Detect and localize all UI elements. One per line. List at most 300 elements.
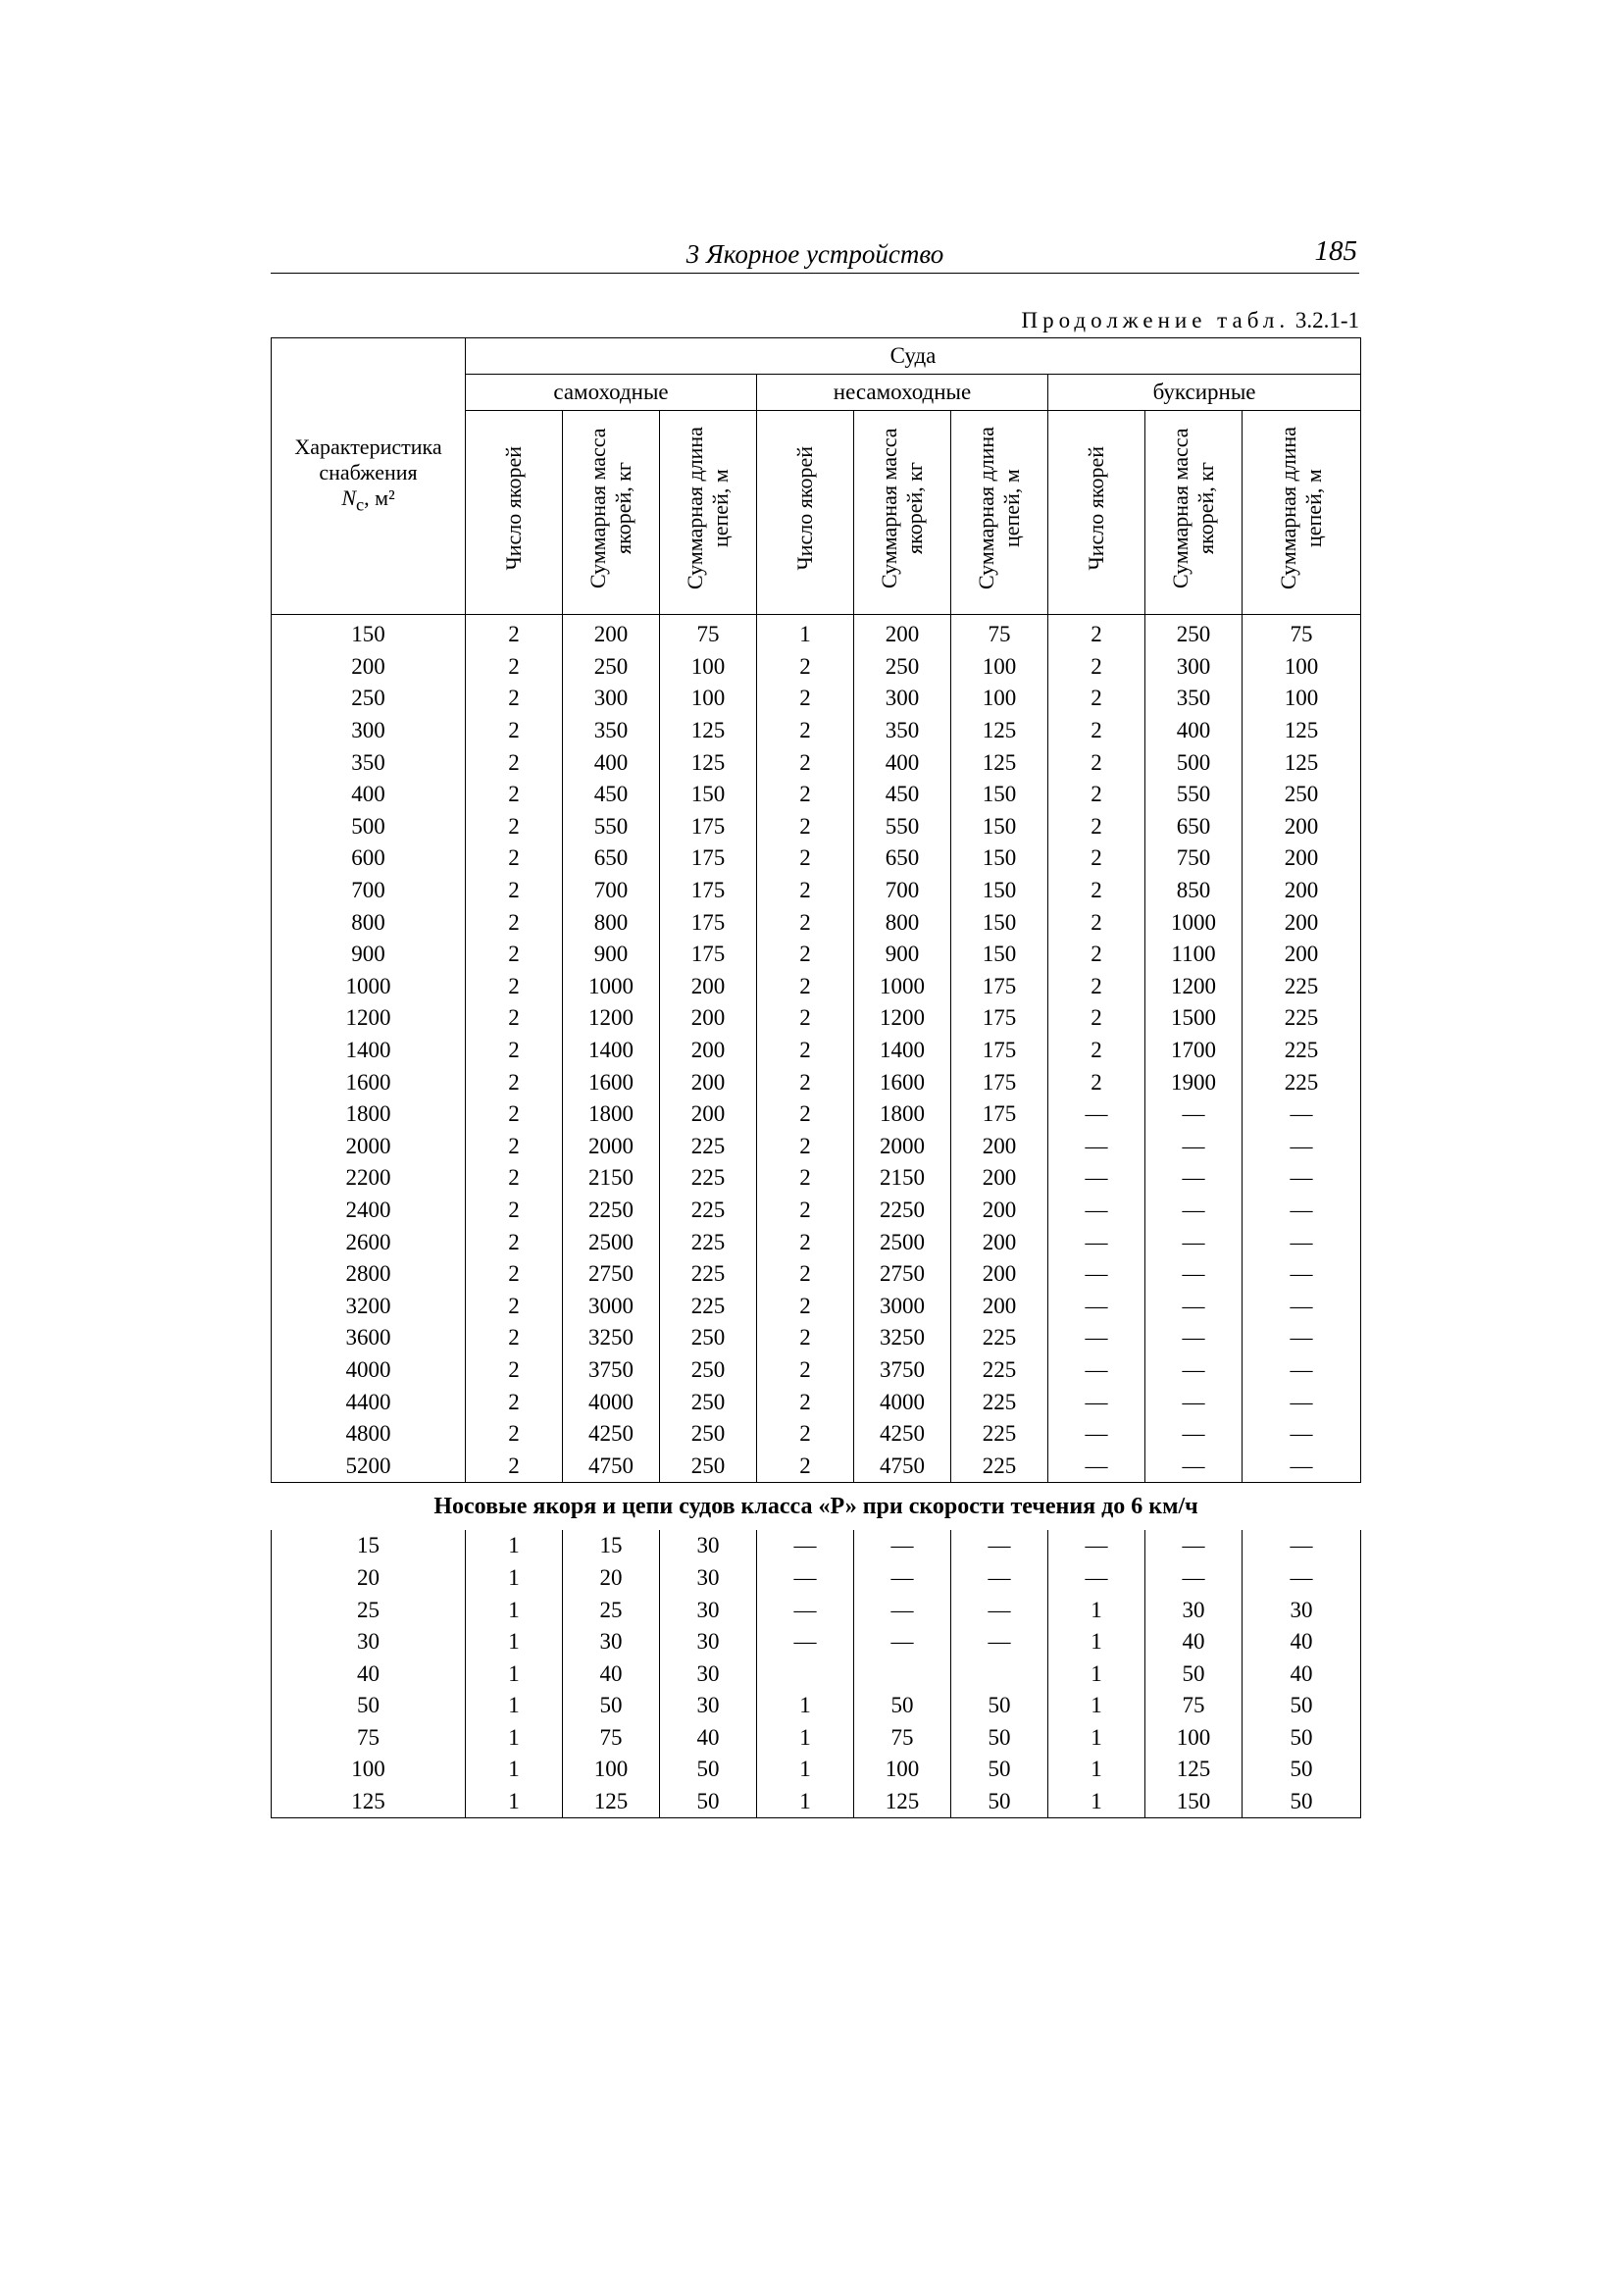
table-cell: 2: [466, 1226, 563, 1258]
table-cell: 250: [660, 1450, 757, 1482]
table-cell: 200: [1243, 906, 1361, 939]
table-cell: 2: [757, 1386, 854, 1418]
table-cell: 900: [563, 939, 660, 971]
row-supply-value: 4800: [272, 1418, 466, 1451]
table-cell: 2: [466, 875, 563, 907]
table-cell: 175: [660, 906, 757, 939]
table-cell: 2: [757, 746, 854, 779]
table-cell: 200: [951, 1226, 1048, 1258]
table-cell: 350: [854, 715, 951, 747]
table-cell: 2: [466, 1098, 563, 1131]
table-row: [272, 1722, 1361, 1755]
table-cell: 1700: [1145, 1035, 1243, 1067]
table-cell: 2: [466, 1290, 563, 1322]
table-row: [272, 651, 1361, 684]
table-cell: —: [1145, 1131, 1243, 1163]
table-cell: 125: [854, 1786, 951, 1818]
table-cell: 40: [1243, 1658, 1361, 1690]
header-anchor-count: Число якорей: [757, 411, 854, 615]
row-supply-value: 50: [272, 1690, 466, 1722]
table-cell: 2: [1048, 651, 1145, 684]
table-cell: —: [854, 1626, 951, 1658]
table-cell: 50: [951, 1690, 1048, 1722]
table-cell: 2: [1048, 906, 1145, 939]
table-cell: 125: [660, 715, 757, 747]
table-cell: 1: [466, 1562, 563, 1595]
table-cell: 4250: [854, 1418, 951, 1451]
table-cell: 2: [466, 1035, 563, 1067]
table-cell: —: [1048, 1418, 1145, 1451]
table-cell: 40: [563, 1658, 660, 1690]
table-cell: —: [951, 1530, 1048, 1562]
table-cell: 4250: [563, 1418, 660, 1451]
table-cell: 100: [660, 651, 757, 684]
table-cell: 200: [660, 971, 757, 1003]
table-cell: 2: [1048, 939, 1145, 971]
table-cell: 3750: [563, 1354, 660, 1387]
row-supply-value: 900: [272, 939, 466, 971]
continuation-label: Продолжение табл.: [1021, 308, 1291, 332]
table-cell: 2500: [854, 1226, 951, 1258]
table-cell: 2: [466, 1418, 563, 1451]
table-cell: 2: [757, 842, 854, 875]
table-row: [272, 875, 1361, 907]
table-cell: 4750: [563, 1450, 660, 1482]
table-cell: 350: [563, 715, 660, 747]
table-cell: —: [1145, 1290, 1243, 1322]
table-row: [272, 1258, 1361, 1291]
table-cell: 1: [1048, 1594, 1145, 1626]
row-supply-value: 200: [272, 651, 466, 684]
table-cell: 2: [466, 1258, 563, 1291]
table-cell: 250: [660, 1418, 757, 1451]
table-cell: —: [951, 1594, 1048, 1626]
section-heading-row: [272, 1483, 1361, 1531]
table-cell: 2: [466, 683, 563, 715]
table-cell: —: [1243, 1562, 1361, 1595]
anchor-equipment-table: [271, 337, 1361, 1818]
table-cell: [854, 1658, 951, 1690]
table-cell: 100: [951, 683, 1048, 715]
table-cell: 3250: [563, 1322, 660, 1354]
table-continuation-caption: [1021, 308, 1359, 333]
header-chain-length: Суммарная длина цепей, м: [1243, 411, 1361, 615]
table-cell: —: [1048, 1195, 1145, 1227]
table-cell: —: [854, 1594, 951, 1626]
table-cell: 2: [757, 1195, 854, 1227]
table-cell: 2: [466, 779, 563, 811]
table-cell: 2: [466, 1450, 563, 1482]
table-cell: —: [854, 1562, 951, 1595]
table-row: [272, 842, 1361, 875]
table-cell: 50: [854, 1690, 951, 1722]
row-supply-value: 40: [272, 1658, 466, 1690]
table-cell: [757, 1658, 854, 1690]
table-cell: 700: [563, 875, 660, 907]
table-cell: 2: [757, 1002, 854, 1035]
table-cell: 175: [951, 971, 1048, 1003]
table-cell: 2: [757, 1258, 854, 1291]
header-chain-length: Суммарная длина цепей, м: [660, 411, 757, 615]
table-cell: —: [1243, 1386, 1361, 1418]
table-cell: 175: [660, 875, 757, 907]
table-cell: 200: [660, 1066, 757, 1098]
table-cell: 75: [1145, 1690, 1243, 1722]
table-cell: 1: [757, 1754, 854, 1786]
header-anchor-mass: Суммарная масса якорей, кг: [1145, 411, 1243, 615]
table-row: [272, 939, 1361, 971]
table-cell: 550: [1145, 779, 1243, 811]
table-cell: 1000: [854, 971, 951, 1003]
header-anchor-mass: Суммарная масса якорей, кг: [563, 411, 660, 615]
table-cell: 150: [660, 779, 757, 811]
header-anchor-count: Число якорей: [1048, 411, 1145, 615]
table-cell: 500: [1145, 746, 1243, 779]
table-cell: 550: [563, 811, 660, 843]
table-cell: 2: [466, 1195, 563, 1227]
table-cell: 225: [951, 1386, 1048, 1418]
table-cell: —: [1145, 1162, 1243, 1195]
table-cell: —: [1243, 1290, 1361, 1322]
table-cell: 2: [757, 1418, 854, 1451]
table-row: [272, 971, 1361, 1003]
table-cell: 75: [1243, 615, 1361, 651]
table-cell: 200: [660, 1002, 757, 1035]
row-supply-value: 300: [272, 715, 466, 747]
table-body-main: [272, 615, 1361, 1483]
table-row: [272, 746, 1361, 779]
table-cell: 225: [951, 1418, 1048, 1451]
table-row: [272, 1290, 1361, 1322]
table-cell: —: [1145, 1098, 1243, 1131]
table-cell: 1200: [1145, 971, 1243, 1003]
table-cell: —: [1048, 1162, 1145, 1195]
row-supply-value: 15: [272, 1530, 466, 1562]
row-supply-value: 1400: [272, 1035, 466, 1067]
table-cell: —: [1145, 1354, 1243, 1387]
table-cell: —: [1145, 1258, 1243, 1291]
table-cell: 850: [1145, 875, 1243, 907]
table-cell: 2: [757, 811, 854, 843]
table-cell: 2: [1048, 811, 1145, 843]
table-cell: 250: [1243, 779, 1361, 811]
table-cell: 225: [951, 1354, 1048, 1387]
table-cell: 50: [1243, 1690, 1361, 1722]
table-cell: 2: [757, 1354, 854, 1387]
table-cell: 175: [951, 1066, 1048, 1098]
table-cell: 125: [1243, 746, 1361, 779]
table-cell: 175: [660, 842, 757, 875]
table-cell: 250: [1145, 615, 1243, 651]
table-cell: —: [1048, 1322, 1145, 1354]
table-cell: —: [1145, 1226, 1243, 1258]
table-cell: 100: [854, 1754, 951, 1786]
table-cell: 100: [951, 651, 1048, 684]
row-supply-value: 3200: [272, 1290, 466, 1322]
table-row: [272, 1450, 1361, 1482]
table-cell: 225: [951, 1322, 1048, 1354]
table-cell: —: [1243, 1450, 1361, 1482]
row-supply-value: 3600: [272, 1322, 466, 1354]
table-cell: 2: [757, 1226, 854, 1258]
table-cell: 1800: [854, 1098, 951, 1131]
chapter-title: 3 Якорное устройство: [685, 239, 944, 269]
table-cell: 650: [1145, 811, 1243, 843]
table-cell: 150: [951, 906, 1048, 939]
row-supply-value: 400: [272, 779, 466, 811]
table-cell: 300: [1145, 651, 1243, 684]
table-row: [272, 906, 1361, 939]
table-cell: 200: [951, 1258, 1048, 1291]
table-cell: 250: [660, 1354, 757, 1387]
table-cell: 2: [757, 715, 854, 747]
table-number: 3.2.1-1: [1294, 308, 1359, 332]
table-cell: —: [951, 1562, 1048, 1595]
header-supply-label: Характеристика снабжения: [294, 434, 442, 485]
table-cell: 1: [1048, 1722, 1145, 1755]
table-cell: 2: [1048, 683, 1145, 715]
table-cell: 100: [660, 683, 757, 715]
table-cell: —: [1243, 1226, 1361, 1258]
table-cell: 2000: [854, 1131, 951, 1163]
table-row: [272, 1418, 1361, 1451]
table-cell: 1: [466, 1754, 563, 1786]
table-row: [272, 1626, 1361, 1658]
table-cell: 900: [854, 939, 951, 971]
table-row: [272, 811, 1361, 843]
row-supply-value: 2400: [272, 1195, 466, 1227]
table-cell: 1400: [854, 1035, 951, 1067]
table-cell: 2: [466, 1002, 563, 1035]
table-cell: 225: [1243, 971, 1361, 1003]
table-cell: 3250: [854, 1322, 951, 1354]
row-supply-value: 2800: [272, 1258, 466, 1291]
table-cell: 2: [757, 1098, 854, 1131]
table-cell: 225: [1243, 1035, 1361, 1067]
table-cell: 175: [660, 939, 757, 971]
row-supply-value: 2000: [272, 1131, 466, 1163]
table-row: [272, 1162, 1361, 1195]
table-cell: 4750: [854, 1450, 951, 1482]
table-cell: —: [1145, 1386, 1243, 1418]
table-cell: 1: [1048, 1754, 1145, 1786]
row-supply-value: 75: [272, 1722, 466, 1755]
table-cell: 1000: [1145, 906, 1243, 939]
table-cell: —: [757, 1594, 854, 1626]
table-cell: 750: [1145, 842, 1243, 875]
table-cell: 2: [466, 615, 563, 651]
table-cell: —: [1243, 1322, 1361, 1354]
table-cell: 250: [660, 1386, 757, 1418]
table-cell: 200: [951, 1131, 1048, 1163]
table-cell: 200: [1243, 875, 1361, 907]
table-cell: 75: [854, 1722, 951, 1755]
row-supply-value: 4400: [272, 1386, 466, 1418]
table-cell: —: [1145, 1562, 1243, 1595]
row-supply-value: 2200: [272, 1162, 466, 1195]
row-supply-value: 1800: [272, 1098, 466, 1131]
table-cell: 1200: [563, 1002, 660, 1035]
row-supply-value: 25: [272, 1594, 466, 1626]
table-row: [272, 1002, 1361, 1035]
table-cell: —: [1243, 1418, 1361, 1451]
table-cell: 2: [466, 651, 563, 684]
table-cell: 1: [757, 615, 854, 651]
table-cell: 2: [1048, 1002, 1145, 1035]
header-self-propelled: самоходные: [466, 375, 757, 411]
table-cell: 400: [1145, 715, 1243, 747]
table-cell: 1: [757, 1786, 854, 1818]
table-cell: 150: [951, 875, 1048, 907]
table-cell: 75: [563, 1722, 660, 1755]
table-cell: 50: [660, 1754, 757, 1786]
table-row: [272, 1131, 1361, 1163]
table-row: [272, 1386, 1361, 1418]
table-cell: 800: [854, 906, 951, 939]
table-cell: 225: [660, 1226, 757, 1258]
table-row: [272, 1066, 1361, 1098]
table-row: [272, 1754, 1361, 1786]
row-supply-value: 125: [272, 1786, 466, 1818]
table-cell: 3000: [563, 1290, 660, 1322]
table-cell: 3000: [854, 1290, 951, 1322]
table-cell: 2: [466, 715, 563, 747]
table-cell: 1: [1048, 1658, 1145, 1690]
table-cell: 1100: [1145, 939, 1243, 971]
table-row: [272, 1035, 1361, 1067]
table-cell: 175: [660, 811, 757, 843]
table-row: [272, 1226, 1361, 1258]
table-cell: 225: [660, 1258, 757, 1291]
table-cell: 2: [757, 683, 854, 715]
table-cell: 75: [951, 615, 1048, 651]
table-cell: 1600: [854, 1066, 951, 1098]
table-cell: 2: [757, 1066, 854, 1098]
table-cell: 2: [466, 1066, 563, 1098]
table-cell: 2: [1048, 971, 1145, 1003]
table-cell: —: [1145, 1530, 1243, 1562]
table-cell: 1: [466, 1530, 563, 1562]
table-cell: 250: [854, 651, 951, 684]
table-cell: 200: [660, 1098, 757, 1131]
table-cell: 225: [660, 1162, 757, 1195]
table-cell: 2: [1048, 715, 1145, 747]
header-supply-symbol: N: [341, 485, 356, 511]
row-supply-value: 2600: [272, 1226, 466, 1258]
table-row: [272, 1690, 1361, 1722]
table-cell: 100: [1243, 651, 1361, 684]
table-cell: 40: [660, 1722, 757, 1755]
table-cell: 700: [854, 875, 951, 907]
table-cell: 125: [1145, 1754, 1243, 1786]
table-row: [272, 1562, 1361, 1595]
table-cell: 15: [563, 1530, 660, 1562]
table-cell: 2: [466, 906, 563, 939]
row-supply-value: 350: [272, 746, 466, 779]
table-cell: 400: [854, 746, 951, 779]
table-cell: 450: [563, 779, 660, 811]
table-cell: —: [951, 1626, 1048, 1658]
table-cell: 200: [1243, 842, 1361, 875]
table-row: [272, 1322, 1361, 1354]
table-cell: 4000: [854, 1386, 951, 1418]
table-cell: 200: [1243, 811, 1361, 843]
table-cell: 2000: [563, 1131, 660, 1163]
table-cell: 30: [563, 1626, 660, 1658]
table-cell: 225: [1243, 1066, 1361, 1098]
table-cell: 225: [660, 1195, 757, 1227]
table-cell: 1: [466, 1594, 563, 1626]
table-cell: 150: [951, 811, 1048, 843]
table-cell: 2: [1048, 779, 1145, 811]
row-supply-value: 1600: [272, 1066, 466, 1098]
table-cell: 2500: [563, 1226, 660, 1258]
header-supply-subscript: c: [356, 494, 365, 515]
table-cell: —: [1048, 1131, 1145, 1163]
row-supply-value: 600: [272, 842, 466, 875]
table-cell: 200: [951, 1195, 1048, 1227]
table-cell: 1500: [1145, 1002, 1243, 1035]
table-cell: 2150: [563, 1162, 660, 1195]
table-cell: 2: [757, 1162, 854, 1195]
table-row: [272, 1530, 1361, 1562]
header-anchor-count: Число якорей: [466, 411, 563, 615]
table-cell: 30: [660, 1562, 757, 1595]
table-cell: 2: [1048, 875, 1145, 907]
table-cell: 2: [1048, 1035, 1145, 1067]
table-cell: 1: [466, 1786, 563, 1818]
table-cell: 2: [466, 746, 563, 779]
table-cell: 1: [1048, 1690, 1145, 1722]
table-cell: 30: [660, 1530, 757, 1562]
table-cell: 2: [757, 1131, 854, 1163]
table-cell: 2250: [854, 1195, 951, 1227]
table-cell: 200: [563, 615, 660, 651]
table-cell: 2: [757, 1035, 854, 1067]
table-cell: —: [1048, 1386, 1145, 1418]
table-cell: 200: [951, 1162, 1048, 1195]
table-cell: 1: [757, 1722, 854, 1755]
table-cell: 225: [951, 1450, 1048, 1482]
running-header: [271, 235, 1359, 274]
table-cell: 1: [466, 1690, 563, 1722]
table-row: [272, 1594, 1361, 1626]
table-cell: 2: [1048, 842, 1145, 875]
table-cell: 30: [660, 1626, 757, 1658]
table-cell: 2: [466, 1354, 563, 1387]
table-row: [272, 1098, 1361, 1131]
table-cell: 100: [1145, 1722, 1243, 1755]
table-cell: 150: [951, 842, 1048, 875]
header-supply-characteristic: [272, 338, 466, 615]
table-cell: —: [1048, 1530, 1145, 1562]
table-row: [272, 1658, 1361, 1690]
table-cell: 75: [660, 615, 757, 651]
table-cell: 800: [563, 906, 660, 939]
table-cell: —: [1048, 1562, 1145, 1595]
table-cell: 20: [563, 1562, 660, 1595]
table-row: [272, 1786, 1361, 1818]
table-cell: 450: [854, 779, 951, 811]
table-cell: 50: [951, 1786, 1048, 1818]
table-cell: 25: [563, 1594, 660, 1626]
table-cell: 2: [757, 779, 854, 811]
table-cell: 1800: [563, 1098, 660, 1131]
header-tugs: буксирные: [1048, 375, 1361, 411]
row-supply-value: 100: [272, 1754, 466, 1786]
table-cell: —: [854, 1530, 951, 1562]
table-cell: 50: [1243, 1754, 1361, 1786]
